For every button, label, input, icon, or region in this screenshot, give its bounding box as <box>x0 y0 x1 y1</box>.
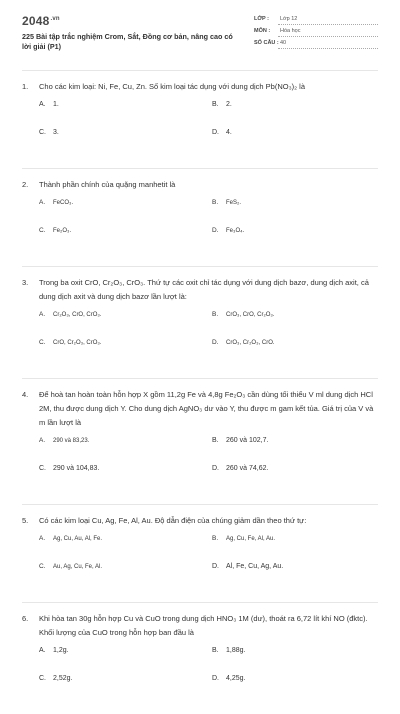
question-body: Khi hòa tan 30g hỗn hợp Cu và CuO trong dung dịch HNO₃ 1M (dư), thoát ra 6,72 lít khí NO (đktc). Khối lượng của CuO trong hỗn hợp ban đầu là <box>39 614 368 637</box>
option-letter: B. <box>212 199 219 206</box>
option-letter: A. <box>39 437 46 444</box>
option-text: 260 và 74,62. <box>226 465 269 472</box>
question-body: Cho các kim loại: Ni, Fe, Cu, Zn. Số kim loại tác dụng với dung dịch Pb(NO₃)₂ là <box>39 82 305 91</box>
option-letter: D. <box>212 563 219 570</box>
option-letter: B. <box>212 647 219 654</box>
option-text: 290 và 83,23. <box>53 438 90 444</box>
question-body: Có các kim loại Cu, Ag, Fe, Al, Au. Độ dẫn điện của chúng giảm dần theo thứ tự: <box>39 516 307 525</box>
option-letter: A. <box>39 535 46 542</box>
meta-panel <box>254 14 378 50</box>
option-text: CrO₃, CrO, Cr₂O₃. <box>226 312 275 318</box>
option-text: 4. <box>226 129 232 136</box>
option-letter: D. <box>212 129 219 136</box>
question-number: 5. <box>22 516 29 525</box>
question-number: 2. <box>22 180 29 189</box>
meta-count-label: SỐ CÂU : <box>254 40 279 46</box>
option-letter: A. <box>39 311 46 318</box>
question-2 <box>22 168 378 255</box>
question-number: 6. <box>22 614 29 623</box>
option-group <box>22 99 378 157</box>
option-text: CrO, Cr₂O₃, CrO₃. <box>53 340 102 346</box>
option-text: Au, Ag, Cu, Fe, Al. <box>53 564 103 570</box>
option-text: FeCO₃. <box>53 200 74 206</box>
option-c[interactable] <box>39 673 209 685</box>
option-letter: C. <box>39 227 46 234</box>
option-b[interactable] <box>212 435 382 447</box>
option-letter: A. <box>39 199 46 206</box>
question-body: Thành phần chính của quặng manhetit là <box>39 180 176 189</box>
logo-suffix: .vn <box>50 16 60 22</box>
question-number: 4. <box>22 390 29 399</box>
option-letter: B. <box>212 437 219 444</box>
question-text <box>22 178 378 192</box>
question-4 <box>22 378 378 493</box>
document-header <box>22 12 378 60</box>
question-text <box>22 276 378 304</box>
option-letter: C. <box>39 675 46 682</box>
meta-count-value: 40 <box>278 38 378 49</box>
option-group <box>22 533 378 591</box>
meta-subject-value: Hóa học <box>278 26 378 37</box>
option-b[interactable] <box>212 533 382 545</box>
option-a[interactable] <box>39 533 209 545</box>
option-text: Ag, Cu, Au, Al, Fe. <box>53 536 103 542</box>
option-d[interactable] <box>212 673 382 685</box>
option-letter: B. <box>212 101 219 108</box>
option-text: CrO₃, Cr₂O₃, CrO. <box>226 340 275 346</box>
option-text: 1. <box>53 101 59 108</box>
option-text: 2. <box>226 101 232 108</box>
meta-class-label: LỚP : <box>254 16 269 22</box>
option-text: Fe₂O₃. <box>53 228 72 234</box>
option-text: Ag, Cu, Fe, Al, Au. <box>226 536 276 542</box>
logo-text: 2048 <box>22 14 50 28</box>
option-d[interactable] <box>212 225 382 237</box>
option-letter: D. <box>212 339 219 346</box>
option-letter: A. <box>39 101 46 108</box>
option-c[interactable] <box>39 561 209 573</box>
option-a[interactable] <box>39 99 209 111</box>
question-1 <box>22 70 378 157</box>
meta-count-row <box>254 38 378 49</box>
option-text: 1,2g. <box>53 647 69 654</box>
option-text: FeS₂. <box>226 200 241 206</box>
option-text: 290 và 104,83. <box>53 465 100 472</box>
option-letter: D. <box>212 675 219 682</box>
option-letter: A. <box>39 647 46 654</box>
option-d[interactable] <box>212 127 382 139</box>
question-number: 3. <box>22 278 29 287</box>
page-title: 225 Bài tập trắc nghiệm Crom, Sắt, Đồng cơ bản, nâng cao có lời giải (P1) <box>22 32 233 51</box>
option-group <box>22 197 378 255</box>
question-3 <box>22 266 378 367</box>
option-c[interactable] <box>39 127 209 139</box>
option-text: Fe₃O₄. <box>226 228 245 234</box>
option-c[interactable] <box>39 225 209 237</box>
option-text: 1,88g. <box>226 647 246 654</box>
question-number: 1. <box>22 82 29 91</box>
option-c[interactable] <box>39 337 209 349</box>
question-body: Để hoà tan hoàn toàn hỗn hợp X gồm 11,2g Fe và 4,8g Fe₂O₃ cần dùng tối thiểu V ml dung dịch HCl 2M, thu được dung dịch Y. Cho dung dịch AgNO₃ dư vào Y, thu được m gam kết tủa. Giá trị của V và m lần lượt là <box>39 390 374 427</box>
option-b[interactable] <box>212 645 382 657</box>
option-text: 3. <box>53 129 59 136</box>
question-text <box>22 80 378 94</box>
option-b[interactable] <box>212 197 382 209</box>
option-a[interactable] <box>39 645 209 657</box>
question-5 <box>22 504 378 591</box>
option-letter: C. <box>39 339 46 346</box>
option-letter: C. <box>39 563 46 570</box>
option-d[interactable] <box>212 561 382 573</box>
option-a[interactable] <box>39 197 209 209</box>
option-letter: D. <box>212 227 219 234</box>
option-a[interactable] <box>39 309 209 321</box>
question-text <box>22 514 378 528</box>
option-c[interactable] <box>39 463 209 475</box>
question-body: Trong ba oxit CrO, Cr₂O₃, CrO₃. Thứ tự các oxit chỉ tác dụng với dung dịch bazơ, dung dịch axit, cả dung dịch axit và dung dịch bazơ lần lượt là: <box>39 278 369 301</box>
meta-subject-label: MÔN : <box>254 28 271 34</box>
meta-class-row <box>254 14 378 25</box>
option-b[interactable] <box>212 309 382 321</box>
option-letter: B. <box>212 535 219 542</box>
site-logo[interactable] <box>22 14 60 28</box>
option-group <box>22 309 378 367</box>
option-text: Cr₂O₃, CrO, CrO₃. <box>53 312 102 318</box>
option-d[interactable] <box>212 463 382 475</box>
option-a[interactable] <box>39 435 209 447</box>
meta-subject-row <box>254 26 378 37</box>
option-b[interactable] <box>212 99 382 111</box>
meta-class-value: Lớp 12 <box>278 14 378 25</box>
option-text: 2,52g. <box>53 675 73 682</box>
option-letter: C. <box>39 465 46 472</box>
option-letter: B. <box>212 311 219 318</box>
option-text: Al, Fe, Cu, Ag, Au. <box>226 563 284 570</box>
option-letter: D. <box>212 465 219 472</box>
option-group <box>22 435 378 493</box>
question-text <box>22 612 378 640</box>
option-group <box>22 645 378 703</box>
option-text: 260 và 102,7. <box>226 437 269 444</box>
option-text: 4,25g. <box>226 675 246 682</box>
option-letter: C. <box>39 129 46 136</box>
option-d[interactable] <box>212 337 382 349</box>
question-text <box>22 388 378 430</box>
question-list <box>22 70 378 714</box>
question-6 <box>22 602 378 703</box>
